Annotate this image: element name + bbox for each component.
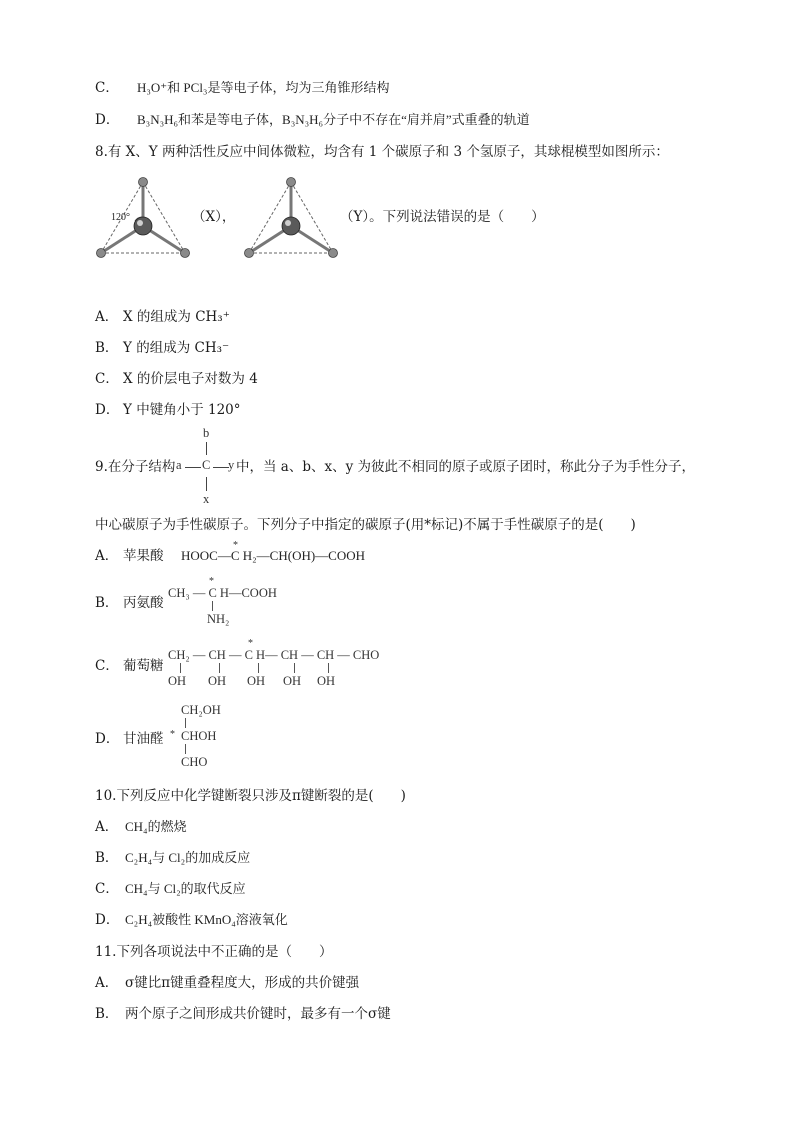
q11-option-b — [95, 1005, 391, 1023]
hydrogen-atom — [139, 178, 148, 187]
dashed-edge — [249, 182, 291, 253]
substituent-y: y — [228, 458, 235, 472]
atom-highlight — [285, 220, 291, 226]
option-label: D． — [95, 731, 120, 747]
option-label: B． — [95, 595, 119, 611]
q11-option-a — [95, 974, 359, 992]
bond-line — [185, 467, 201, 468]
chiral-marker: * — [209, 576, 214, 587]
hydrogen-atom — [329, 249, 338, 258]
bond-line — [294, 663, 295, 673]
molecule-name: 葡萄糖 — [123, 658, 164, 674]
molecule-name: 丙氨酸 — [123, 595, 164, 611]
q9-stem-post: 中，当 a、b、x、y 为彼此不相同的原子或原子团时，称此分子为手性分子， — [236, 459, 696, 475]
q8-option-d — [95, 401, 241, 419]
molecule-name: 甘油醛 — [123, 731, 164, 747]
q10-option-d — [95, 911, 288, 929]
substituent-x: x — [203, 492, 210, 506]
bond-line — [185, 718, 186, 728]
q8-option-b — [95, 339, 229, 357]
molecule-main-chain: CH₃ — C H—COOH — [168, 586, 277, 600]
hydrogen-atom — [245, 249, 254, 258]
ball-stick-model-x — [92, 170, 202, 262]
q9-option-c — [95, 657, 164, 675]
molecule-name: 苹果酸 — [123, 548, 164, 564]
option-label: A． — [95, 819, 119, 835]
q9-option-a — [95, 547, 365, 565]
option-text: C₂H₄被酸性 KMnO₄溶液氧化 — [125, 912, 288, 927]
q9-stem-2: 中心碳原子为手性碳原子。下列分子中指定的碳原子(用*标记)不属于手性碳原子的是( ) — [95, 517, 636, 533]
option-label: D． — [95, 112, 120, 128]
ball-stick-model-y — [240, 170, 350, 262]
molecule-top: CH₂OH — [181, 703, 221, 717]
option-label: B． — [95, 1006, 119, 1022]
atom-highlight — [137, 220, 143, 226]
q10-stem: 10.下列反应中化学键断裂只涉及π键断裂的是( ) — [95, 788, 406, 804]
substituent-a: a — [176, 458, 182, 472]
option-text: σ键比π键重叠程度大，形成的共价键强 — [125, 975, 360, 991]
molecule-bottom: CHO — [181, 755, 208, 769]
angle-label: 120° — [111, 212, 130, 223]
option-label: D． — [95, 912, 120, 928]
hydroxyl-group: OH — [317, 674, 336, 688]
option-text: 两个原子之间形成共价键时，最多有一个σ键 — [125, 1006, 391, 1022]
molecule-formula: HOOC—C H₂—CH(OH)—COOH — [181, 548, 366, 563]
hydrogen-atom — [97, 249, 106, 258]
bond-line — [206, 477, 207, 491]
option-label: B． — [95, 850, 119, 866]
option-label: C． — [95, 881, 119, 897]
molecule-substituent: NH₂ — [207, 612, 230, 626]
hydroxyl-group: OH — [283, 674, 302, 688]
option-text: CH₄的燃烧 — [125, 819, 187, 834]
option-text: H₃O⁺和 PCl₃是等电子体，均为三角锥形结构 — [137, 80, 390, 95]
central-carbon: C — [202, 458, 211, 472]
hydroxyl-group: OH — [168, 674, 187, 688]
bond-line — [180, 663, 181, 673]
option-text: X 的价层电子对数为 4 — [123, 371, 258, 387]
hydroxyl-group: OH — [247, 674, 266, 688]
option-label: C． — [95, 371, 119, 387]
dashed-edge — [143, 182, 185, 253]
bond-line — [328, 663, 329, 673]
generic-chiral-structure — [176, 426, 236, 506]
q10-option-b — [95, 849, 250, 867]
option-text: C₂H₄与 Cl₂的加成反应 — [125, 850, 251, 865]
bond-line — [258, 663, 259, 673]
q9-option-d — [95, 730, 164, 748]
dashed-edge — [291, 182, 333, 253]
chiral-marker: * — [248, 638, 253, 649]
bond-line — [213, 467, 229, 468]
option-label: A． — [95, 548, 119, 564]
option-label: C． — [95, 658, 119, 674]
bond-line — [212, 601, 213, 611]
molecule-middle: CHOH — [181, 729, 217, 743]
q8-stem: 8.有 X、Y 两种活性反应中间体微粒，均含有 1 个碳原子和 3 个氢原子，其球棍模型如图所示： — [95, 144, 669, 160]
q10-option-a — [95, 818, 187, 836]
carbon-atom — [282, 217, 300, 235]
hydroxyl-group: OH — [208, 674, 227, 688]
q8-option-c — [95, 370, 258, 388]
option-text: CH₄与 Cl₂的取代反应 — [125, 881, 246, 896]
q7-option-c — [95, 79, 389, 97]
option-text: B₃N₃H₆和苯是等电子体，B₃N₃H₆分子中不存在“肩并肩”式重叠的轨道 — [137, 112, 530, 127]
hydrogen-atom — [181, 249, 190, 258]
hydrogen-atom — [287, 178, 296, 187]
carbon-atom — [134, 217, 152, 235]
q11-stem: 11.下列各项说法中不正确的是（ ） — [95, 944, 333, 960]
q8-option-a — [95, 308, 230, 326]
q7-option-d — [95, 111, 530, 129]
chiral-marker: * — [233, 540, 238, 551]
option-text: Y 中键角小于 120° — [123, 402, 241, 418]
q10-option-c — [95, 880, 246, 898]
bond-line — [206, 442, 207, 455]
q9-option-b — [95, 594, 164, 612]
chiral-marker: * — [170, 729, 175, 740]
molecule-main-chain: CH₂ — CH — C H— CH — CH — CHO — [168, 648, 380, 662]
option-label: B． — [95, 340, 119, 356]
option-text: X 的组成为 CH₃⁺ — [123, 309, 230, 325]
option-label: A． — [95, 309, 119, 325]
q8-x-tag: （X）， — [192, 209, 236, 225]
substituent-b: b — [203, 426, 210, 440]
option-text: Y 的组成为 CH₃⁻ — [123, 340, 230, 356]
option-label: D． — [95, 402, 120, 418]
q8-y-tag: （Y）。下列说法错误的是（ ） — [340, 209, 545, 225]
bond-line — [185, 744, 186, 754]
option-label: C． — [95, 80, 119, 96]
q9-stem-pre: 9.在分子结构 — [95, 459, 176, 475]
option-label: A． — [95, 975, 119, 991]
bond-line — [219, 663, 220, 673]
